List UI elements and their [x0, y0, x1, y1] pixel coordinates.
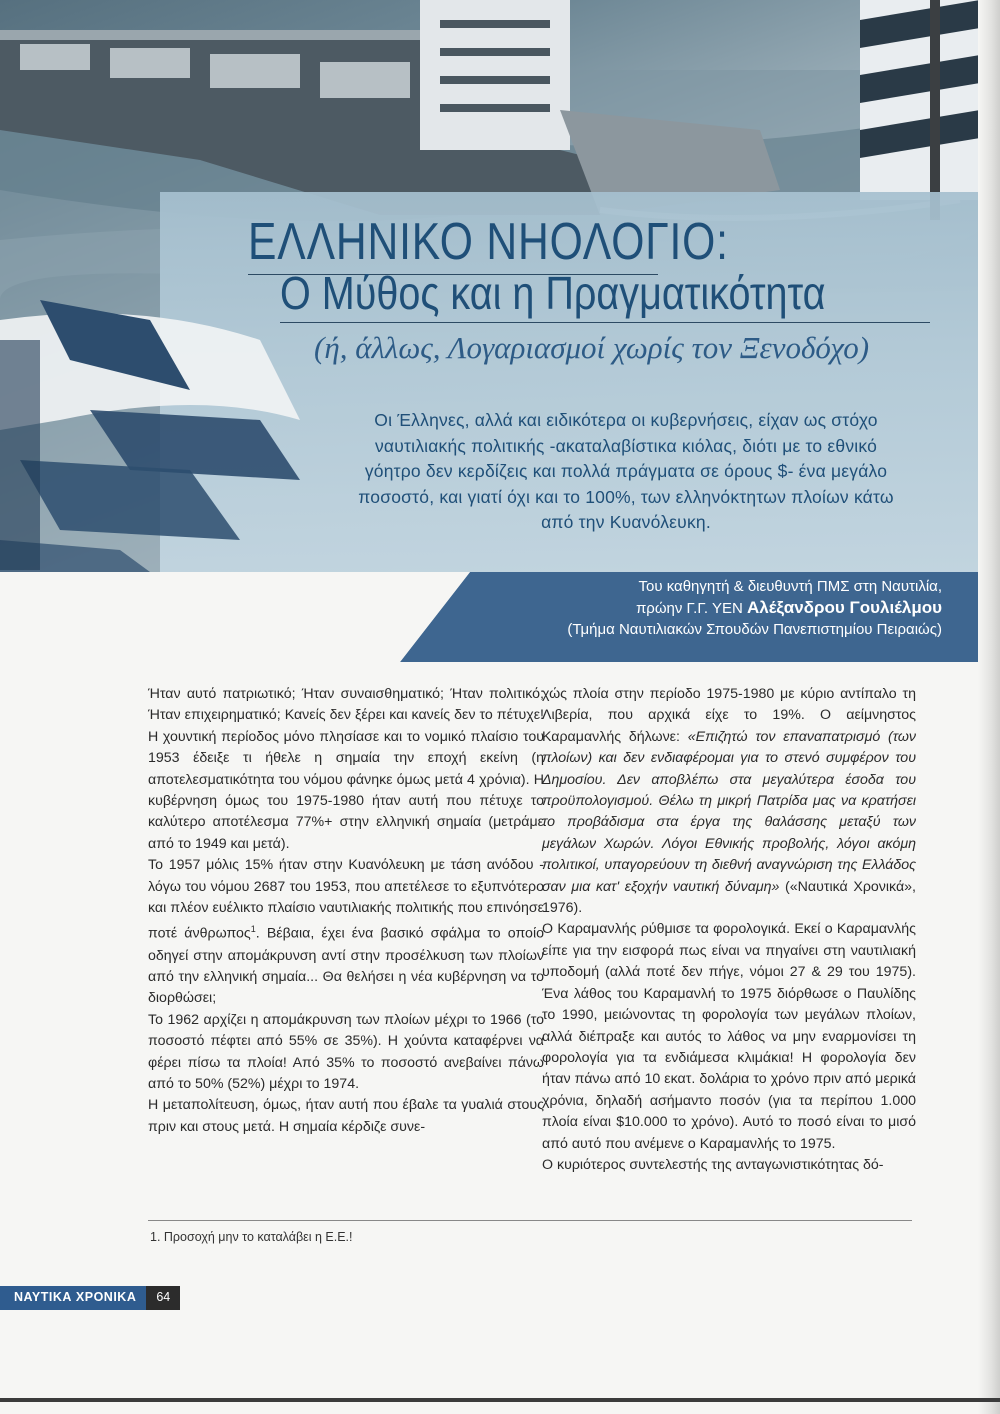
author-name: Αλέξανδρου Γουλιέλμου [747, 598, 942, 617]
paragraph: Το 1962 αρχίζει η απομάκρυνση των πλοίων μέχρι το 1966 (το ποσοστό πέφτει από 55% σε 35%). Η χούντα καταφέρνει να φέρει πίσω τα πλοία! Από 35% το ποσοστό ανεβαίνει πάνω από το 50% (52%) μέχρι το 1974. [148, 1011, 544, 1093]
footnote-rule [148, 1220, 912, 1221]
article-title-line1: ΕΛΛΗΝΙΚΟ ΝΗΟΛΟΓΙΟ: [248, 213, 729, 271]
author-credit [462, 576, 942, 640]
article-subtitle: (ή, άλλως, Λογαριασμοί χωρίς τον Ξενοδόχο) [314, 330, 870, 365]
page-number: 64 [146, 1286, 180, 1310]
magazine-name: ΝΑΥΤΙΚΑ ΧΡΟΝΙΚΑ [0, 1286, 146, 1310]
page-edge [978, 0, 1000, 1414]
paragraph: Ο Καραμανλής ρύθμισε τα φορολογικά. Εκεί ο Καραμανλής είπε για την εισφορά πως είναι να πηγαίνει στη ναυτιλιακή υποδομή (αλλά ποτέ δεν πήγε, νόμοι 27 & 29 του 1975). Ένα λάθος του Καραμανλή το 1975 διόρθωσε ο Παυλίδης το 1990, μειώνοντας τη φορολογία των μεγάλων πλοίων, αλλά διέπραξε και αυτός το λάθος να μην εναρμονίσει τη φορολογία για τα ενδιάμεσα κλιμάκια! Η φορολογία δεν ήταν πάνω από 10 εκατ. δολάρια το χρόνο πριν από μερικά χρόνια, δηλαδή ασήμαντο ποσόν (για τα περίπου 1.000 πλοία είναι $10.000 το χρόνο). Αυτό το ποσό είναι το μισό από αυτό που ανέμενε ο Καραμανλής το 1975. [542, 921, 916, 1152]
title-rule [280, 322, 930, 323]
paragraph: Η μεταπολίτευση, όμως, ήταν αυτή που έβαλε τα γυαλιά στους πριν και στους μετά. Η σημαία κέρδιζε συνε- [148, 1097, 544, 1135]
paragraph: Ήταν αυτό πατριωτικό; Ήταν συναισθηματικό; Ήταν πολιτικό; Ήταν επιχειρηματικό; Κανείς δεν ξέρει και κανείς δεν το πέτυχε! Η χουντική περίοδος μόνο πλησίασε και το νομικό πλαίσιο του 1953 έδειξε τι ήθελε η σημαία την εποχή εκείνη (η αποτελεσματικότητα του νόμου φάνηκε όμως μετά 4 χρόνια). Η κυβέρνηση όμως του 1975-1980 ήταν αυτή που πέτυχε το καλύτερο αποτέλεσμα 77%+ στην ελληνική σημαία (μετράμε από το 1949 και μετά). [148, 686, 544, 852]
author-line2 [462, 597, 942, 619]
article-title-line2: Ο Μύθος και η Πραγματικότητα [280, 267, 826, 319]
bottom-rule [0, 1398, 1000, 1402]
author-line1: Του καθηγητή & διευθυντή ΠΜΣ στη Ναυτιλία, [638, 578, 942, 595]
author-title: πρώην Γ.Γ. ΥΕΝ [635, 600, 748, 617]
page-folio [0, 1286, 180, 1310]
article-lead: Οι Έλληνες, αλλά και ειδικότερα οι κυβερνήσεις, είχαν ως στόχο ναυτιλιακής πολιτικής -ακαταλαβίστικα κιόλας, διότι με το εθνικό γόητρο δεν κερδίζεις και πολλά πράγματα σε όρους $- ένα μεγάλο ποσοστό, και γιατί όχι και το 100%, των ελληνόκτητων πλοίων κάτω από την Κυανόλευκη. [358, 410, 894, 532]
body-column-left [148, 684, 544, 1138]
footnote: 1. Προσοχή μην το καταλάβει η Ε.Ε.! [150, 1230, 353, 1244]
paragraph: Ο κυριότερος συντελεστής της ανταγωνιστικότητας δό- [542, 1156, 884, 1173]
footnote-ref: 1 [250, 924, 256, 935]
quote: «Επιζητώ τον επαναπατρισμό (των πλοίων) και δεν ενδιαφέρομαι για το στενό συμφέρον του Δημοσίου. Δεν αποβλέπω στα μεγαλύτερα έσοδα του προϋπολογισμού. Θέλω τη μικρή Πατρίδα μας να κρατήσει το προβάδισμα στα έργα της θαλάσσης μεταξύ των μεγάλων Χωρών. Λόγοι Εθνικής προβολής, λόγοι ακόμη πολιτικοί, υπαγορεύουν τη διεθνή αναγνώριση της Ελλάδος σαν μια κατ' εξοχήν ναυτική δύναμη» [542, 728, 917, 895]
paragraph: χώς πλοία στην περίοδο 1975-1980 με κύριο αντίπαλο τη Λιβερία, που αρχικά είχε το 19%. Ο αείμνηστος Καραμανλής δήλωνε: «Επιζητώ τον επαναπατρισμό (των πλοίων) και δεν ενδιαφέρομαι για το στενό συμφέρον του Δημοσίου. Δεν αποβλέπω στα μεγαλύτερα έσοδα του προϋπολογισμού. Θέλω τη μικρή Πατρίδα μας να κρατήσει το προβάδισμα στα έργα της θαλάσσης μεταξύ των μεγάλων Χωρών. Λόγοι Εθνικής προβολής, λόγοι ακόμη πολιτικοί, υπαγορεύουν τη διεθνή αναγνώριση της Ελλάδος σαν μια κατ' εξοχήν ναυτική δύναμη» («Ναυτικά Χρονικά», 1976). [542, 686, 917, 917]
paragraph: Το 1957 μόλις 15% ήταν στην Κυανόλευκη με τάση ανόδου - λόγω του νόμου 2687 του 1953, που απετέλεσε το εξυπνότερο και πλέον ευέλικτο πλαίσιο ναυτιλιακής πολιτικής που επινόησε ποτέ άνθρωπος$^1$. Βέβαια, έχει ένα βασικό σφάλμα το οποίο οδηγεί στην απομάκρυνση αντί στην προσέλκυση των πλοίων από την ελληνική σημαία... Θα θελήσει η νέα κυβέρνηση να το διορθώσει; [148, 857, 544, 1007]
author-affiliation: (Τμήμα Ναυτιλιακών Σπουδών Πανεπιστημίου Πειραιώς) [567, 621, 942, 638]
body-column-right [542, 684, 916, 1176]
